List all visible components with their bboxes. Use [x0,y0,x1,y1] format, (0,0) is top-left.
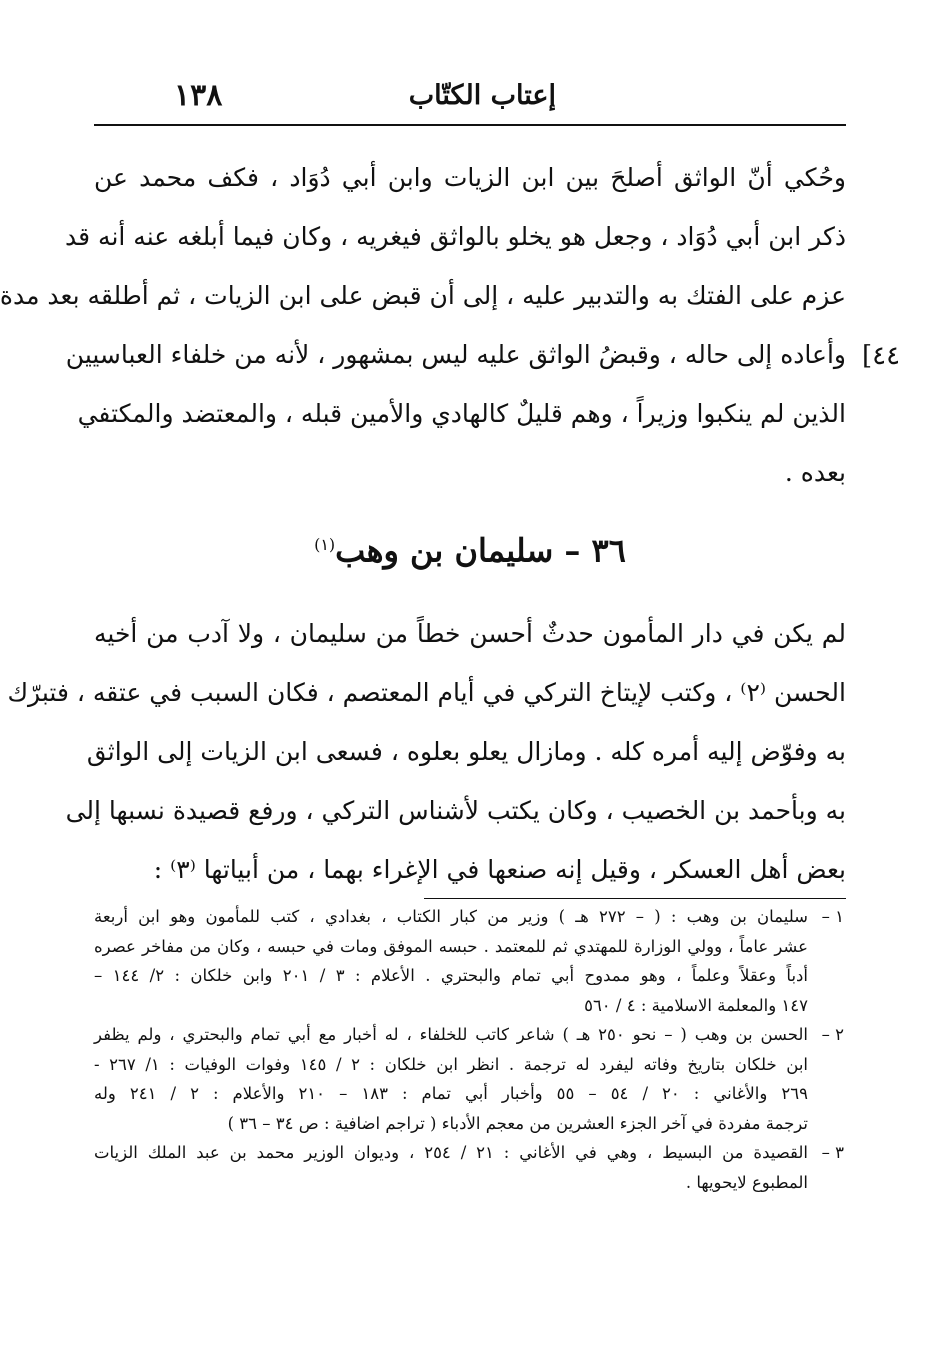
paragraph-2 [7,604,846,899]
running-head [94,78,846,120]
text-line: عزم على الفتك به والتدبير عليه ، إلى أن قبض على ابن الزيات ، ثم أطلقه بعد مدة [0,281,846,310]
header-rule [94,124,846,126]
footnote-2 [94,1020,846,1138]
footnote-number: ٢ – [821,1025,844,1044]
footnote-line: ترجمة مفردة في آخر الجزء العشرين من معجم الأدباء ( تراجم اضافية : ص ٣٤ – ٣٦ ) [227,1113,808,1133]
page-number: ١٣٨ [174,78,223,113]
footnote-line: ١٤٧ والمعلمة الاسلامية : ٤ / ٥٦٠ [584,995,808,1015]
text-line: بعده . [784,458,846,487]
text-line: الذين لم ينكبوا وزيراً ، وهم قليلٌ كالهادي والأمين قبله ، والمعتضد والمكتفي [77,399,846,428]
text-line: بعض أهل العسكر ، وقيل إنه صنعها في الإغراء بهما ، من أبياتها ⁽٣⁾ : [153,855,846,884]
footnote-line: أدباً وعقلاً وعلماً ، وهو ممدوح أبي تمام والبحتري . الأعلام : ٣ / ٢٠١ وابن خلكان : ٢/ ١٤٤ – [94,966,808,985]
footnote-line: الحسن بن وهب ( – نحو ٢٥٠ هـ ) شاعر كاتب للخلفاء ، له أخبار مع أبي تمام والبحتري ، ولم يظفر [94,1025,808,1044]
text-line: الحسن ⁽٢⁾ ، وكتب لإيتاخ التركي في أيام المعتصم ، فكان السبب في عتقه ، فتبرّك [7,678,846,707]
footnote-line: المطبوع لايحويها . [685,1172,808,1192]
section-title: ٣٦ – سليمان بن وهب [335,531,626,570]
paragraph-1 [0,148,846,502]
footnote-number: ١ – [821,907,844,926]
text-line: وأعاده إلى حاله ، وقبضُ الواثق عليه ليس بمشهور ، لأنه من خلفاء العباسيين [65,340,846,369]
section-heading [94,520,846,576]
text-line: ذكر ابن أبي دُوَاد ، وجعل هو يخلو بالواثق فيغريه ، وكان فيما أبلغه عنه أنه قد [65,222,846,251]
margin-page-marker: ٤٤] [862,341,901,371]
footnote-line: ٢٦٩ والأغاني : ٢٠ / ٥٤ – ٥٥ وأخبار أبي تمام : ١٨٣ – ٢١٠ والأعلام : ٢ / ٢٤١ وله [94,1084,808,1103]
footnote-line: عشر عاماً ، وولي الوزارة للمهتدي ثم للمعتمد . حبسه الموفق ومات في حبسه ، وكان من مفاخر عصره [94,936,808,956]
footnote-number: ٣ – [821,1143,844,1162]
footnote-3 [94,1138,846,1197]
section-note-ref: (١) [314,535,336,554]
footnote-line: سليمان بن وهب : ( – ٢٧٢ هـ ) وزير من كبار الكتاب ، بغدادي ، كتب للمأمون وهو ابن أربعة [94,907,808,926]
text-line: به وبأحمد بن الخصيب ، وكان يكتب لأشناس التركي ، ورفع قصيدة نسبها إلى [65,796,846,825]
footnote-line: ابن خلكان بتاريخ وفاته ليفرد له ترجمة . انظر ابن خلكان : ٢ / ١٤٥ وفوات الوفيات : ١/ ٢٦٧ - [94,1054,808,1074]
text-line: لم يكن في دار المأمون حدثٌ أحسن خطاً من سليمان ، ولا آدب من أخيه [94,619,846,648]
text-line: به وفوّض إليه أمره كله . ومازال يعلو بعلوه ، فسعى ابن الزيات إلى الواثق [86,737,846,766]
footnote-1 [94,902,846,1020]
running-title: إعتاب الكتّاب [408,80,556,111]
footnote-rule [424,898,846,899]
footnote-line: القصيدة من البسيط ، وهي في الأغاني : ٢١ / ٢٥٤ ، وديوان الوزير محمد بن عبد الملك الزيات [94,1143,808,1162]
text-line: وحُكي أنّ الواثق أصلحَ بين ابن الزيات وابن أبي دُوَاد ، فكف محمد عن [94,163,846,192]
footnotes [94,902,846,1197]
